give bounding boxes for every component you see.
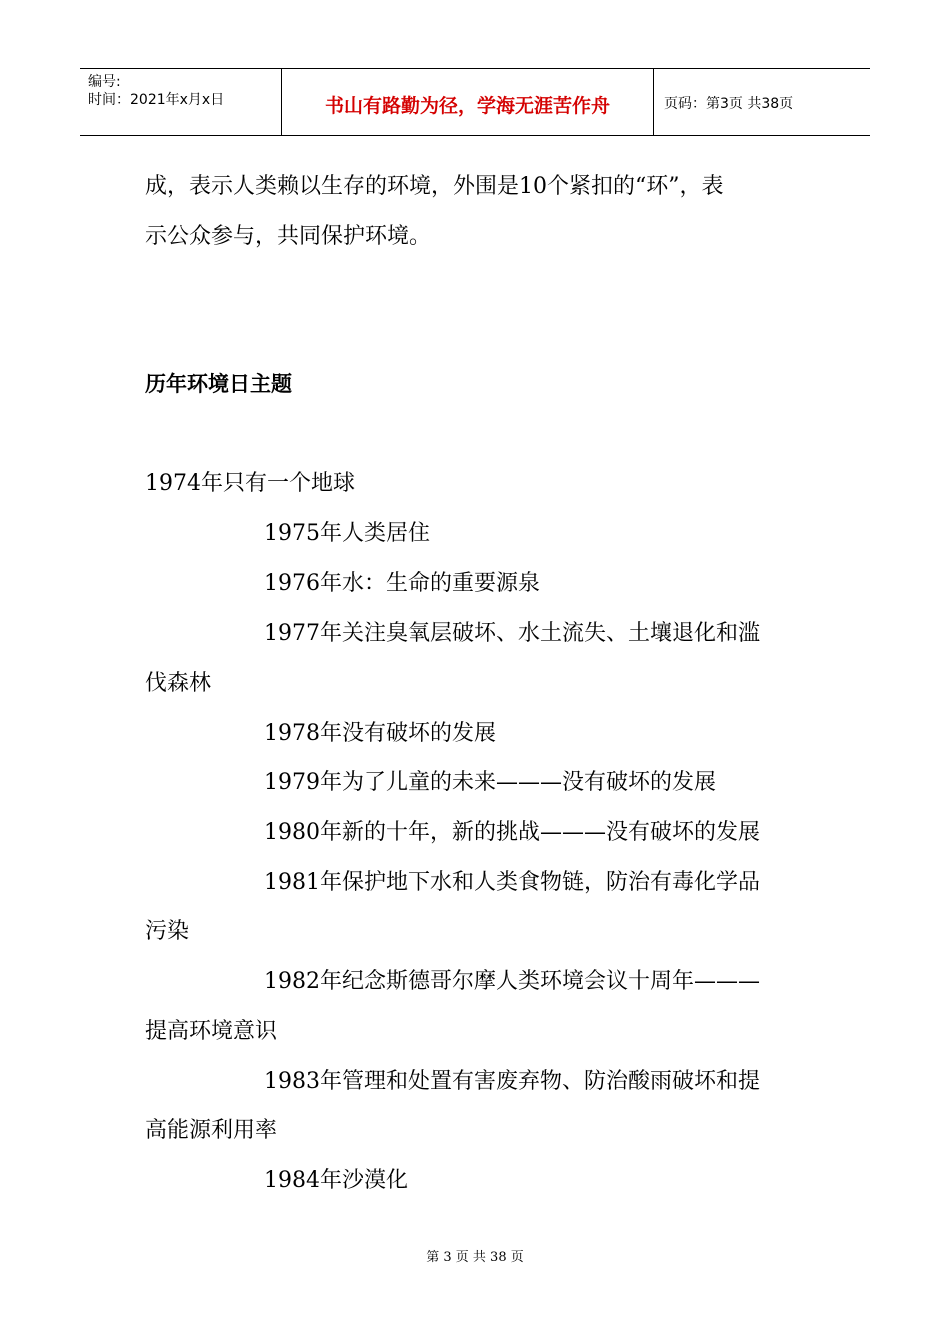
intro-line-1: 成，表示人类赖以生存的环境，外围是10个紧扣的“环”，表 [145,174,724,199]
theme-entry: 1983年管理和处置有害废弃物、防治酸雨破坏和提 [264,1069,760,1094]
theme-entry: 1982年纪念斯德哥尔摩人类环境会议十周年——— [264,969,760,994]
header-motto: 书山有路勤为径，学海无涯苦作舟 [282,69,654,135]
theme-entry: 1984年沙漠化 [264,1168,408,1193]
theme-entry-continuation: 高能源利用率 [145,1118,278,1143]
theme-entry: 1981年保护地下水和人类食物链，防治有毒化学品 [264,870,760,895]
theme-entry-continuation: 伐森林 [145,671,212,696]
theme-entry: 1978年没有破坏的发展 [264,721,496,746]
document-number-label: 编号: [88,74,121,90]
theme-entry-continuation: 污染 [145,919,190,944]
intro-line-2: 示公众参与，共同保护环境。 [145,224,432,249]
theme-entry: 1980年新的十年，新的挑战———没有破坏的发展 [264,820,760,845]
theme-entry: 1976年水：生命的重要源泉 [264,571,540,596]
document-time-label: 时间：2021年x月x日 [88,92,225,108]
page-footer: 第 3 页 共 38 页 [426,1250,524,1265]
theme-entry: 1977年关注臭氧层破坏、水土流失、土壤退化和滥 [264,621,760,646]
section-heading: 历年环境日主题 [145,372,292,396]
header-page-info: 页码：第3页 共38页 [664,96,794,112]
theme-entry: 1979年为了儿童的未来———没有破坏的发展 [264,770,716,795]
header-meta [80,69,282,135]
theme-entry-1974: 1974年只有一个地球 [145,471,355,496]
theme-entry-continuation: 提高环境意识 [145,1019,278,1044]
page-header [80,68,870,136]
theme-entry: 1975年人类居住 [264,521,430,546]
